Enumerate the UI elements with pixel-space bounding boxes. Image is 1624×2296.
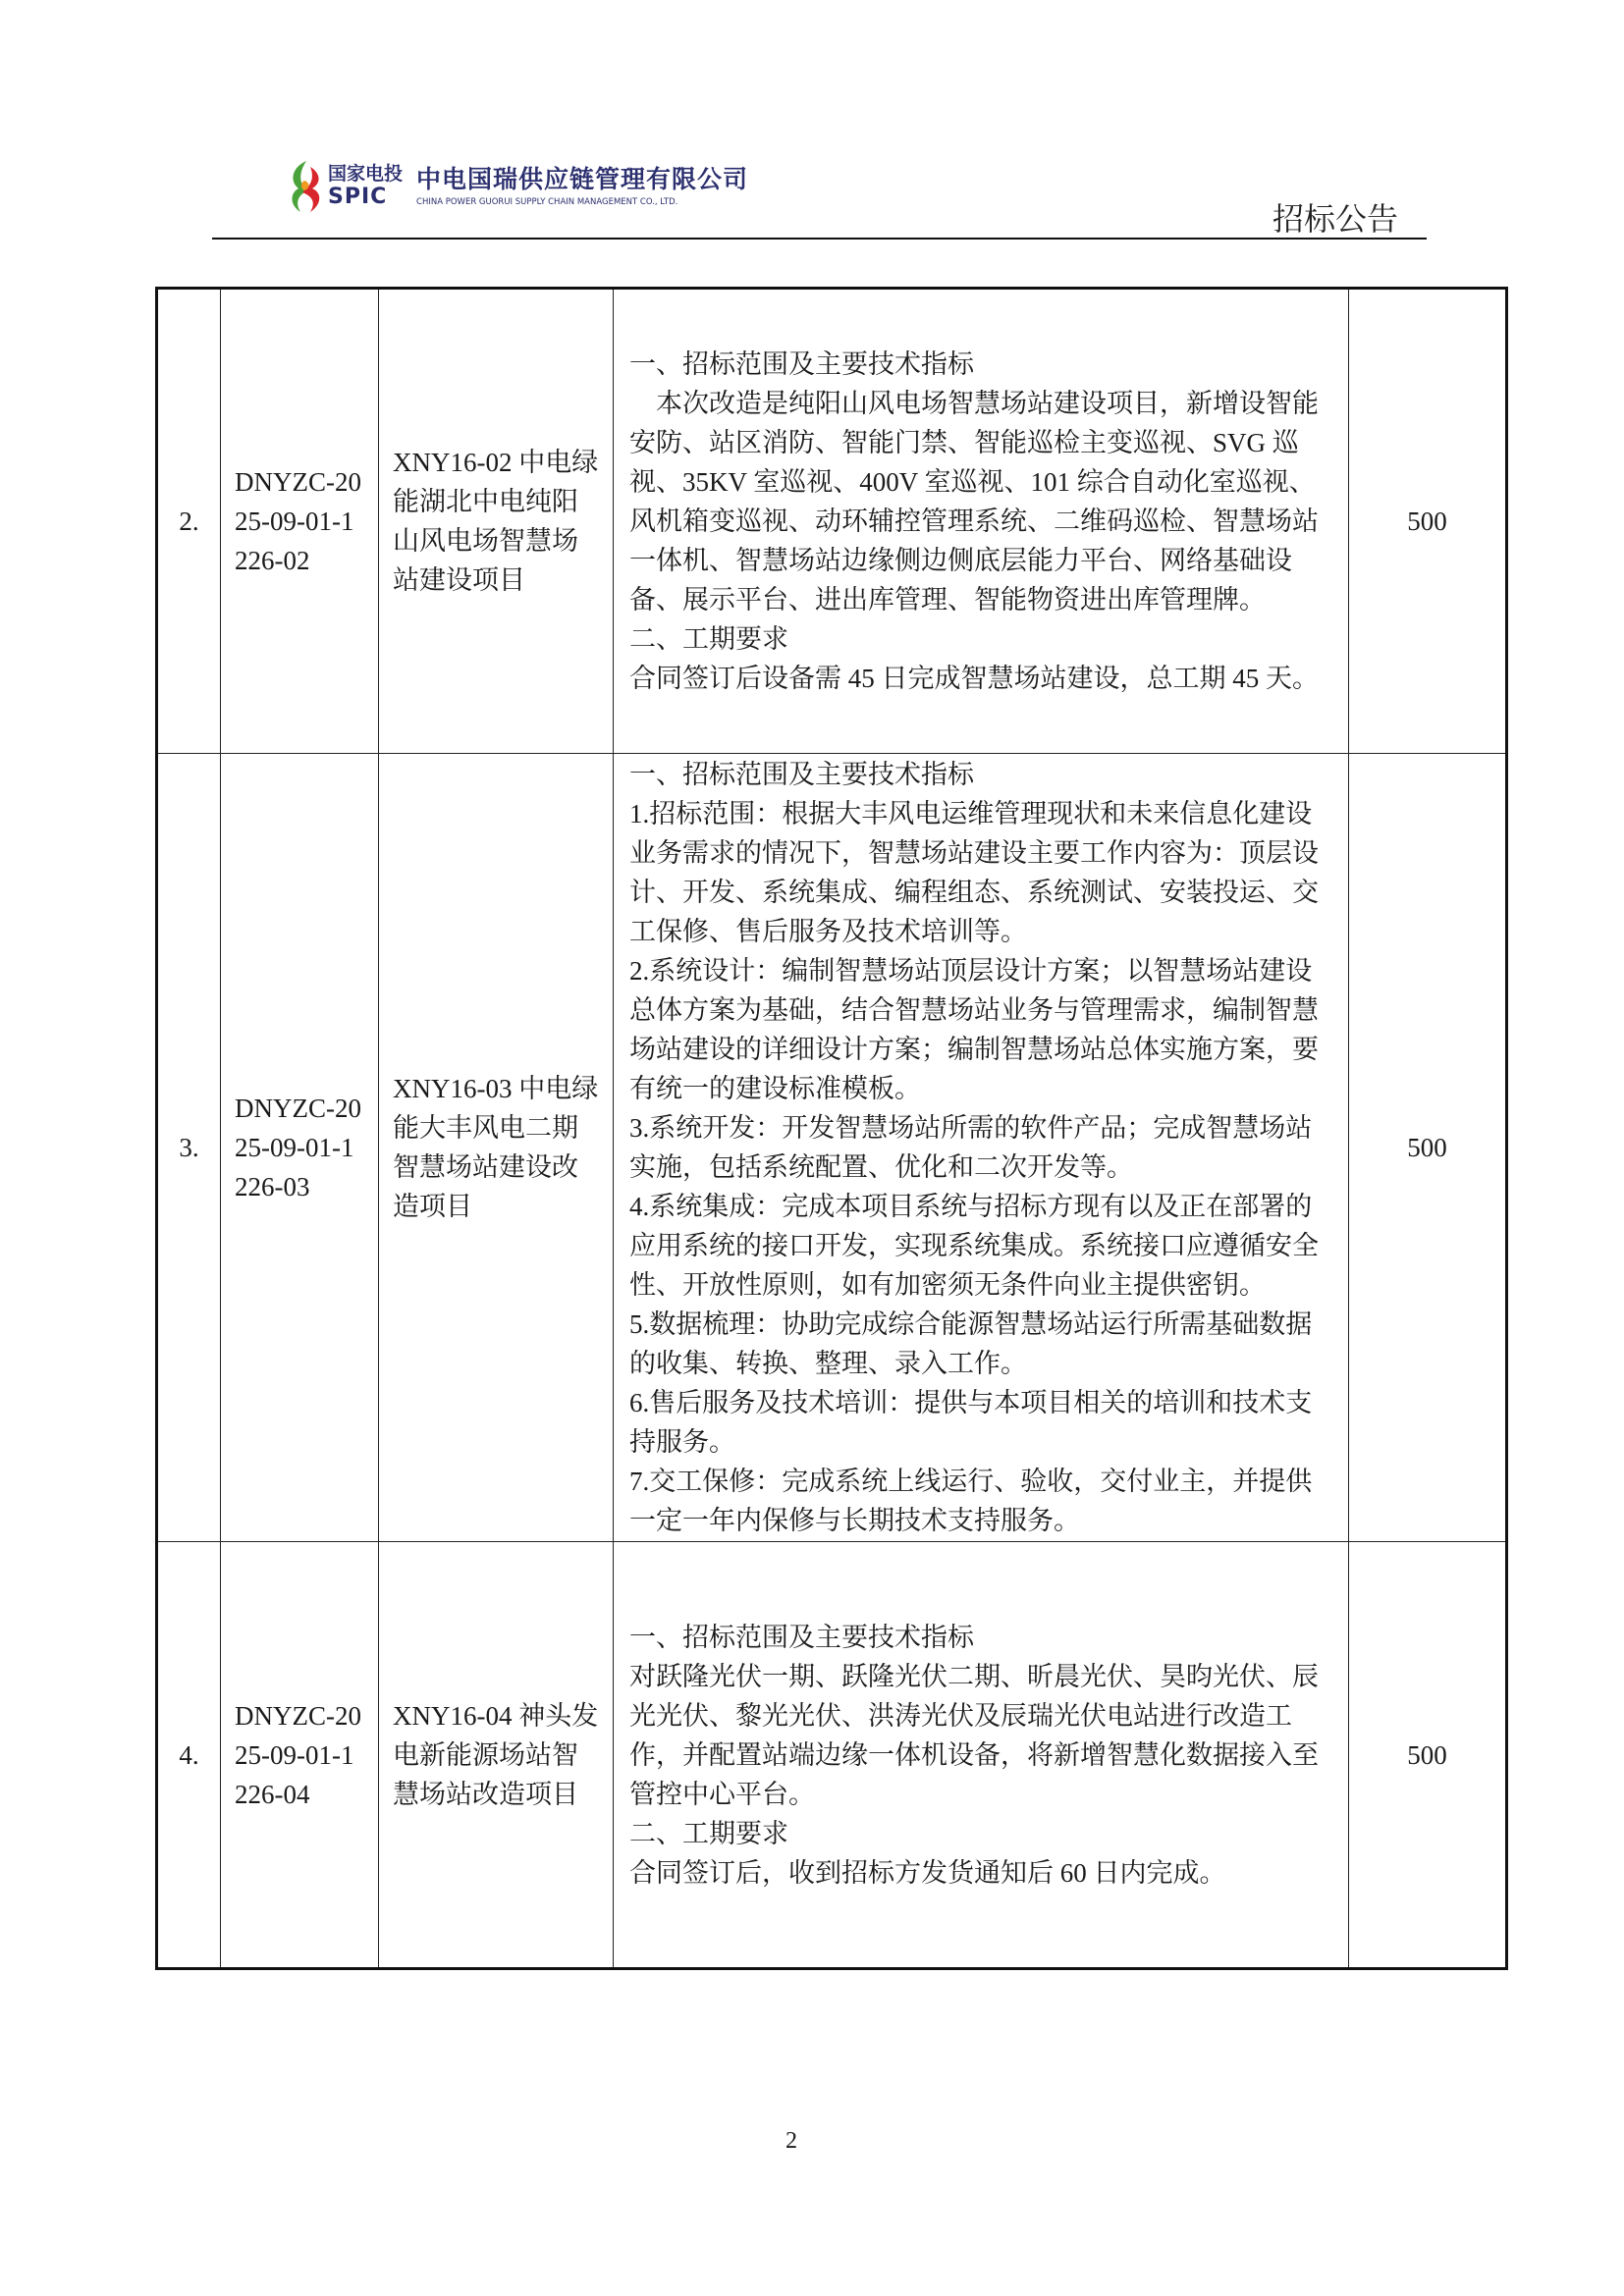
- logo-brand-en: SPIC: [328, 185, 388, 209]
- desc-line: 本次改造是纯阳山风电场智慧场站建设项目，新增设智能安防、站区消防、智能门禁、智能巡检主变巡视、SVG 巡视、35KV 室巡视、400V 室巡视、101 综合自动化室巡视、风机箱变巡视、动环辅控管理系统、二维码巡检、智慧场站一体机、智慧场站边缘侧边侧底层能力平台、网络基础设备、展示平台、进出库管理、智能物资进出库管理牌。: [629, 389, 1319, 614]
- page-number: 2: [785, 2128, 797, 2154]
- desc-line: 合同签订后设备需 45 日完成智慧场站建设，总工期 45 天。: [629, 664, 1319, 693]
- table-row: [157, 754, 1507, 1542]
- desc-line: 一、招标范围及主要技术指标: [629, 760, 974, 789]
- amount: 500: [1349, 289, 1507, 754]
- logo-company-cn: 中电国瑞供应链管理有限公司: [416, 165, 749, 194]
- desc-line: 2.系统设计：编制智慧场站顶层设计方案；以智慧场站建设总体方案为基础，结合智慧场站业务与管理需求，编制智慧场站建设的详细设计方案；编制智慧场站总体实施方案，要有统一的建设标准模板。: [629, 956, 1319, 1103]
- spic-logo-icon: [285, 159, 324, 214]
- project-code: DNYZC-2025-09-01-1226-04: [221, 1542, 379, 1969]
- project-name: XNY16-03 中电绿能大丰风电二期智慧场站建设改造项目: [379, 754, 614, 1542]
- project-name: XNY16-04 神头发电新能源场站智慧场站改造项目: [379, 1542, 614, 1969]
- logo-company-en: CHINA POWER GUORUI SUPPLY CHAIN MANAGEMENT CO., LTD.: [416, 196, 678, 207]
- table-row: [157, 289, 1507, 754]
- amount: 500: [1349, 1542, 1507, 1969]
- project-description: [614, 754, 1349, 1542]
- desc-line: 合同签订后，收到招标方发货通知后 60 日内完成。: [629, 1857, 1226, 1888]
- desc-line: 一、招标范围及主要技术指标: [629, 349, 974, 379]
- desc-line: 二、工期要求: [629, 624, 788, 654]
- desc-line: 6.售后服务及技术培训：提供与本项目相关的培训和技术支持服务。: [629, 1388, 1313, 1457]
- table-row: [157, 1542, 1507, 1969]
- row-index: 4.: [157, 1542, 221, 1969]
- document-title: 招标公告: [1272, 200, 1399, 238]
- header-divider: [212, 238, 1427, 240]
- company-logo: [285, 157, 748, 216]
- desc-line: 二、工期要求: [629, 1818, 788, 1848]
- desc-line: 4.系统集成：完成本项目系统与招标方现有以及正在部署的应用系统的接口开发，实现系统集成。系统接口应遵循安全性、开放性原则，如有加密须无条件向业主提供密钥。: [629, 1192, 1319, 1300]
- desc-line: 3.系统开发：开发智慧场站所需的软件产品；完成智慧场站实施，包括系统配置、优化和二次开发等。: [629, 1113, 1313, 1182]
- desc-line: 5.数据梳理：协助完成综合能源智慧场站运行所需基础数据的收集、转换、整理、录入工作。: [629, 1309, 1313, 1378]
- row-index: 3.: [157, 754, 221, 1542]
- project-code: DNYZC-2025-09-01-1226-02: [221, 289, 379, 754]
- bid-items-table: [155, 287, 1508, 1970]
- row-index: 2.: [157, 289, 221, 754]
- project-description: [614, 289, 1349, 754]
- amount: 500: [1349, 754, 1507, 1542]
- desc-line: 一、招标范围及主要技术指标: [629, 1622, 974, 1652]
- project-description: [614, 1542, 1349, 1969]
- logo-brand-cn: 国家电投: [328, 163, 404, 185]
- project-code: DNYZC-2025-09-01-1226-03: [221, 754, 379, 1542]
- project-name: XNY16-02 中电绿能湖北中电纯阳山风电场智慧场站建设项目: [379, 289, 614, 754]
- desc-line: 1.招标范围：根据大丰风电运维管理现状和未来信息化建设业务需求的情况下，智慧场站建设主要工作内容为：顶层设计、开发、系统集成、编程组态、系统测试、安装投运、交工保修、售后服务及技术培训等。: [629, 799, 1319, 946]
- desc-line: 7.交工保修：完成系统上线运行、验收，交付业主，并提供一定一年内保修与长期技术支持服务。: [629, 1467, 1313, 1535]
- desc-line: 对跃隆光伏一期、跃隆光伏二期、昕晨光伏、昊昀光伏、辰光光伏、黎光光伏、洪涛光伏及辰瑞光伏电站进行改造工作，并配置站端边缘一体机设备，将新增智慧化数据接入至管控中心平台。: [629, 1661, 1319, 1809]
